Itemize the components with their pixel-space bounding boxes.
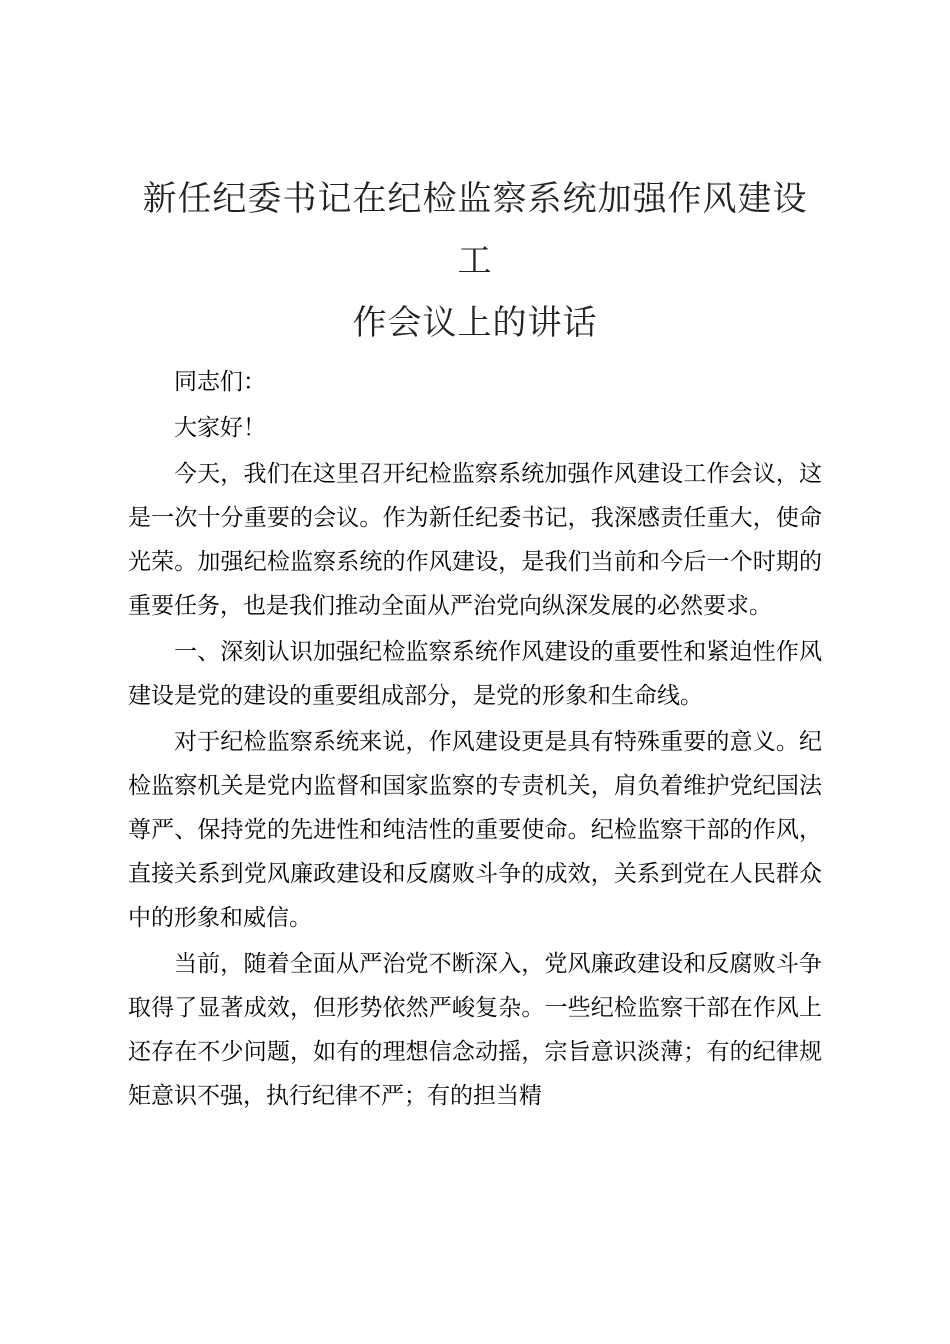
greeting: 大家好！ bbox=[174, 415, 266, 441]
paragraph-opening: 今天，我们在这里召开纪检监察系统加强作风建设工作会议，这是一次十分重要的会议。作为新任纪委书记，我深感责任重大，使命光荣。加强纪检监察系统的作风建设，是我们当前和今后一个时期的重要任务，也是我们推动全面从严治党向纵深发展的必然要求。 bbox=[128, 461, 822, 619]
paragraph-significance: 对于纪检监察系统来说，作风建设更是具有特殊重要的意义。纪检监察机关是党内监督和国家监察的专责机关，肩负着维护党纪国法尊严、保持党的先进性和纯洁性的重要使命。纪检监察干部的作风，直接关系到党风廉政建设和反腐败斗争的成效，关系到党在人民群众中的形象和威信。 bbox=[128, 729, 822, 931]
paragraph-current-situation: 当前，随着全面从严治党不断深入，党风廉政建设和反腐败斗争取得了显著成效，但形势依然严峻复杂。一些纪检监察干部在作风上还存在不少问题，如有的理想信念动摇，宗旨意识淡薄；有的纪律规矩意识不强，执行纪律不严；有的担当精 bbox=[128, 951, 822, 1109]
document-title-line-1: 新任纪委书记在纪检监察系统加强作风建设工 bbox=[142, 179, 808, 281]
document-title bbox=[128, 168, 822, 354]
salutation: 同志们： bbox=[174, 369, 266, 395]
document-title-line-2: 作会议上的讲话 bbox=[352, 303, 598, 343]
document-body bbox=[128, 360, 822, 1118]
paragraph-section-one-heading: 一、深刻认识加强纪检监察系统作风建设的重要性和紧迫性作风建设是党的建设的重要组成部分，是党的形象和生命线。 bbox=[128, 639, 822, 709]
